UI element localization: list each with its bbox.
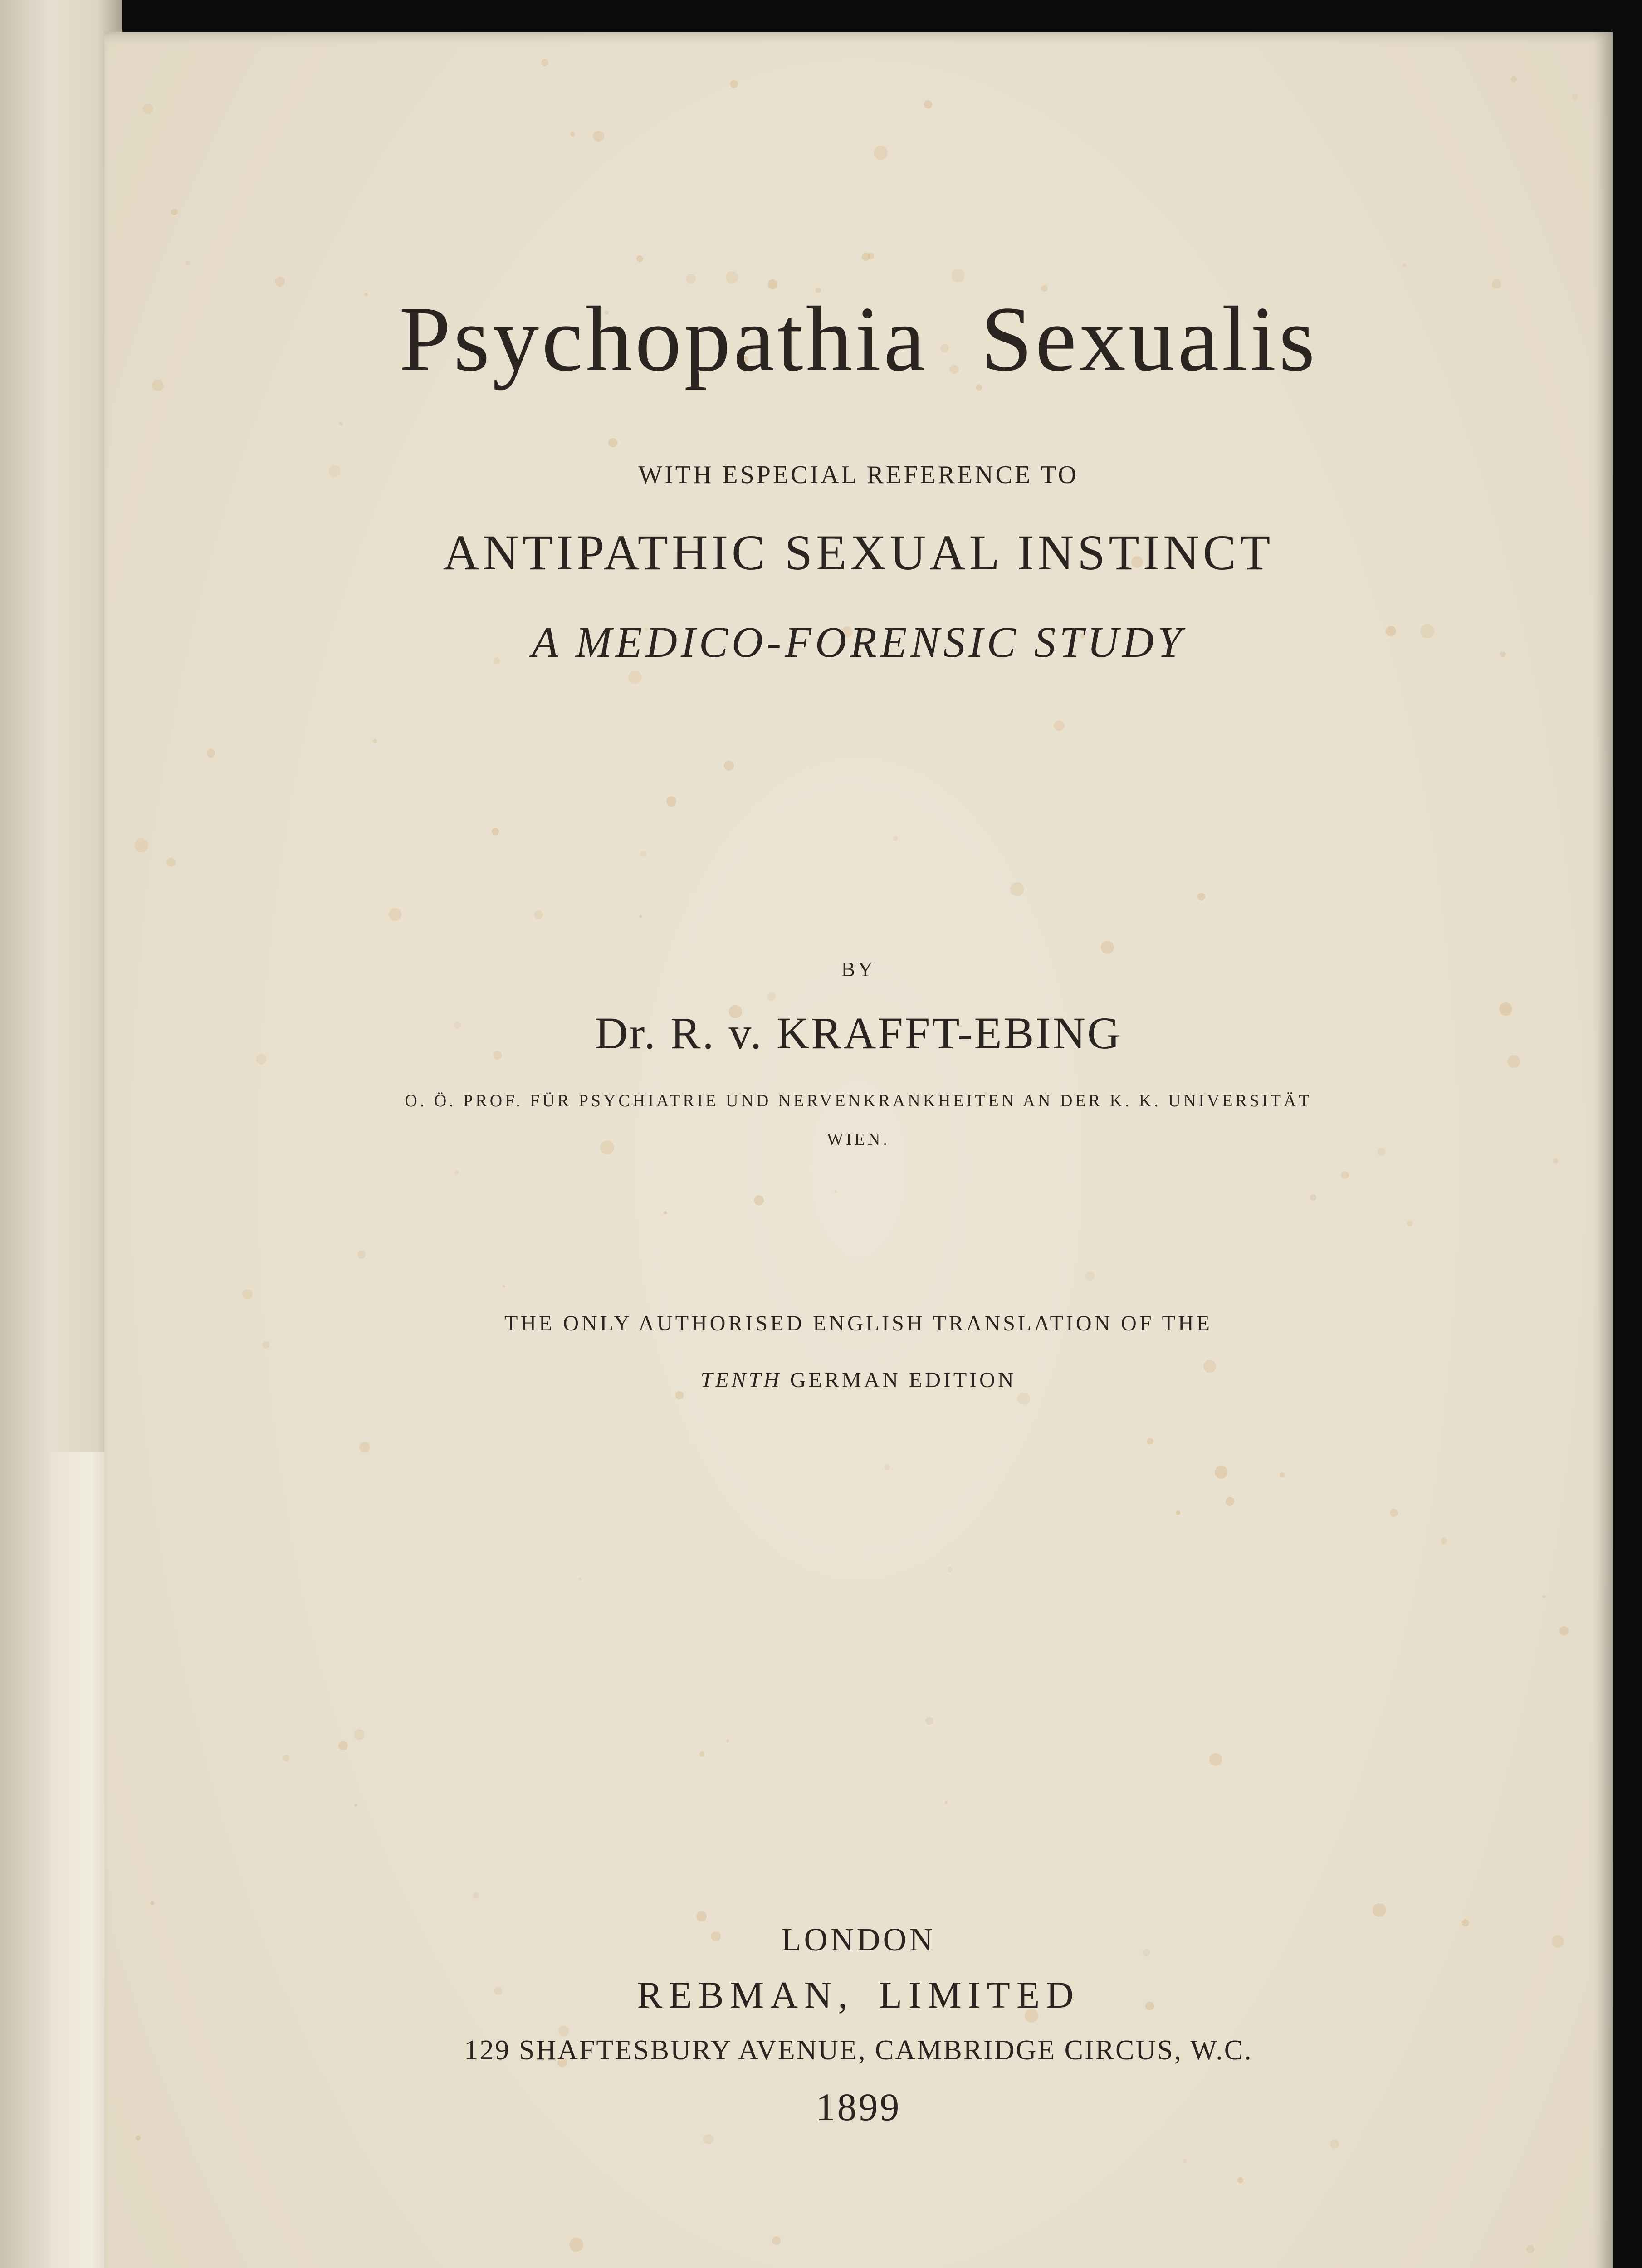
foxing-spot: [1559, 1626, 1569, 1635]
edition-rest: GERMAN EDITION: [782, 1368, 1016, 1392]
foxing-spot: [1280, 1472, 1284, 1477]
foxing-spot: [948, 1567, 953, 1572]
foxing-spot: [136, 2136, 140, 2140]
author-affiliation-line2: WIEN.: [827, 1130, 890, 1149]
foxing-spot: [1341, 1171, 1349, 1179]
foxing-spot: [570, 132, 575, 137]
foxing-spot: [925, 1717, 933, 1725]
foxing-spot: [1147, 1438, 1153, 1445]
foxing-spot: [724, 761, 733, 770]
foxing-spot: [171, 209, 178, 215]
foxing-spot: [696, 1911, 707, 1921]
foxing-spot: [186, 261, 190, 265]
foxing-spot: [699, 1751, 705, 1757]
foxing-spot: [730, 80, 738, 88]
foxing-spot: [283, 1755, 289, 1762]
foxing-spot: [354, 1729, 364, 1740]
subtitle-study: A MEDICO-FORENSIC STUDY: [532, 618, 1185, 666]
foxing-spot: [1010, 882, 1024, 896]
foxing-spot: [134, 838, 148, 852]
foxing-spot: [502, 1285, 505, 1288]
foxing-spot: [1390, 1509, 1398, 1517]
foxing-spot: [357, 1251, 366, 1259]
foxing-spot: [1176, 1510, 1180, 1515]
subtitle-prefix: WITH ESPECIAL REFERENCE TO: [638, 461, 1079, 489]
foxing-spot: [945, 1801, 948, 1804]
by-label: BY: [841, 958, 876, 981]
foxing-spot: [578, 1578, 582, 1581]
foxing-spot: [1183, 2159, 1187, 2163]
title-page: [104, 32, 1613, 2268]
foxing-spot: [338, 1741, 348, 1750]
foxing-spot: [454, 1170, 459, 1175]
foxing-spot: [1017, 1393, 1030, 1405]
imprint-publisher: REBMAN, LIMITED: [637, 1974, 1080, 2016]
foxing-spot: [885, 1464, 890, 1470]
author-name: Dr. R. v. KRAFFT-EBING: [595, 1008, 1122, 1058]
imprint-address: 129 SHAFTESBURY AVENUE, CAMBRIDGE CIRCUS, W.C.: [464, 2035, 1253, 2066]
book-title: Psychopathia Sexualis: [399, 288, 1318, 391]
foxing-spot: [1403, 264, 1406, 267]
foxing-spot: [492, 828, 499, 835]
foxing-spot: [664, 1211, 667, 1214]
foxing-spot: [359, 1442, 370, 1452]
imprint-year: 1899: [816, 2085, 901, 2129]
foxing-spot: [754, 1195, 764, 1205]
foxing-spot: [1553, 1158, 1558, 1163]
foxing-spot: [640, 851, 646, 857]
foxing-spot: [242, 1289, 253, 1300]
foxing-spot: [703, 2134, 713, 2144]
foxing-spot: [1373, 1903, 1386, 1917]
foxing-spot: [636, 255, 643, 262]
foxing-spot: [1310, 1194, 1316, 1201]
foxing-spot: [893, 836, 898, 841]
foxing-spot: [1085, 1271, 1095, 1281]
foxing-spot: [874, 146, 888, 160]
foxing-spot: [952, 269, 965, 282]
author-affiliation-line1: O. Ö. PROF. FÜR PSYCHIATRIE UND NERVENKRANKHEITEN AN DER K. K. UNIVERSITÄT: [405, 1091, 1312, 1110]
foxing-spot: [726, 1739, 729, 1742]
foxing-spot: [207, 749, 215, 758]
foxing-spot: [666, 796, 676, 806]
foxing-spot: [1526, 2245, 1534, 2253]
foxing-spot: [569, 2238, 583, 2252]
foxing-spot: [686, 274, 696, 284]
subtitle-main: ANTIPATHIC SEXUAL INSTINCT: [443, 525, 1274, 580]
foxing-spot: [1054, 720, 1065, 732]
foxing-spot: [834, 1190, 837, 1193]
foxing-spot: [150, 1901, 154, 1905]
foxing-spot: [1197, 893, 1206, 901]
foxing-spot: [262, 1341, 269, 1349]
imprint-city: LONDON: [781, 1921, 936, 1958]
foxing-spot: [1101, 941, 1114, 954]
foxing-spot: [1572, 94, 1578, 100]
foxing-spot: [639, 915, 642, 918]
foxing-spot: [1543, 1595, 1545, 1598]
foxing-spot: [593, 131, 604, 142]
foxing-spot: [1511, 76, 1517, 82]
foxing-spot: [628, 671, 641, 684]
edition-ordinal: TENTH: [700, 1368, 782, 1392]
foxing-spot: [1407, 1221, 1412, 1226]
translation-note-line1: THE ONLY AUTHORISED ENGLISH TRANSLATION OF THE: [504, 1311, 1212, 1335]
foxing-spot: [473, 1892, 479, 1898]
foxing-spot: [1209, 1753, 1222, 1766]
foxing-spot: [389, 908, 401, 921]
translation-note-line2: [104, 1368, 1613, 1393]
foxing-spot: [726, 271, 738, 284]
foxing-spot: [143, 104, 153, 114]
foxing-spot: [1215, 1466, 1227, 1478]
foxing-spot: [166, 858, 176, 867]
foxing-spot: [1237, 2177, 1243, 2183]
foxing-spot: [339, 422, 342, 425]
foxing-spot: [608, 438, 617, 447]
foxing-spot: [1441, 1538, 1447, 1544]
foxing-spot: [1330, 2140, 1339, 2149]
foxing-spot: [354, 1804, 357, 1807]
foxing-spot: [541, 59, 548, 66]
foxing-spot: [373, 739, 377, 743]
foxing-spot: [868, 253, 875, 259]
foxing-spot: [1226, 1497, 1234, 1505]
foxing-spot: [534, 910, 543, 919]
foxing-spot: [924, 100, 932, 108]
foxing-spot: [767, 992, 776, 1001]
foxing-spot: [772, 2236, 781, 2245]
